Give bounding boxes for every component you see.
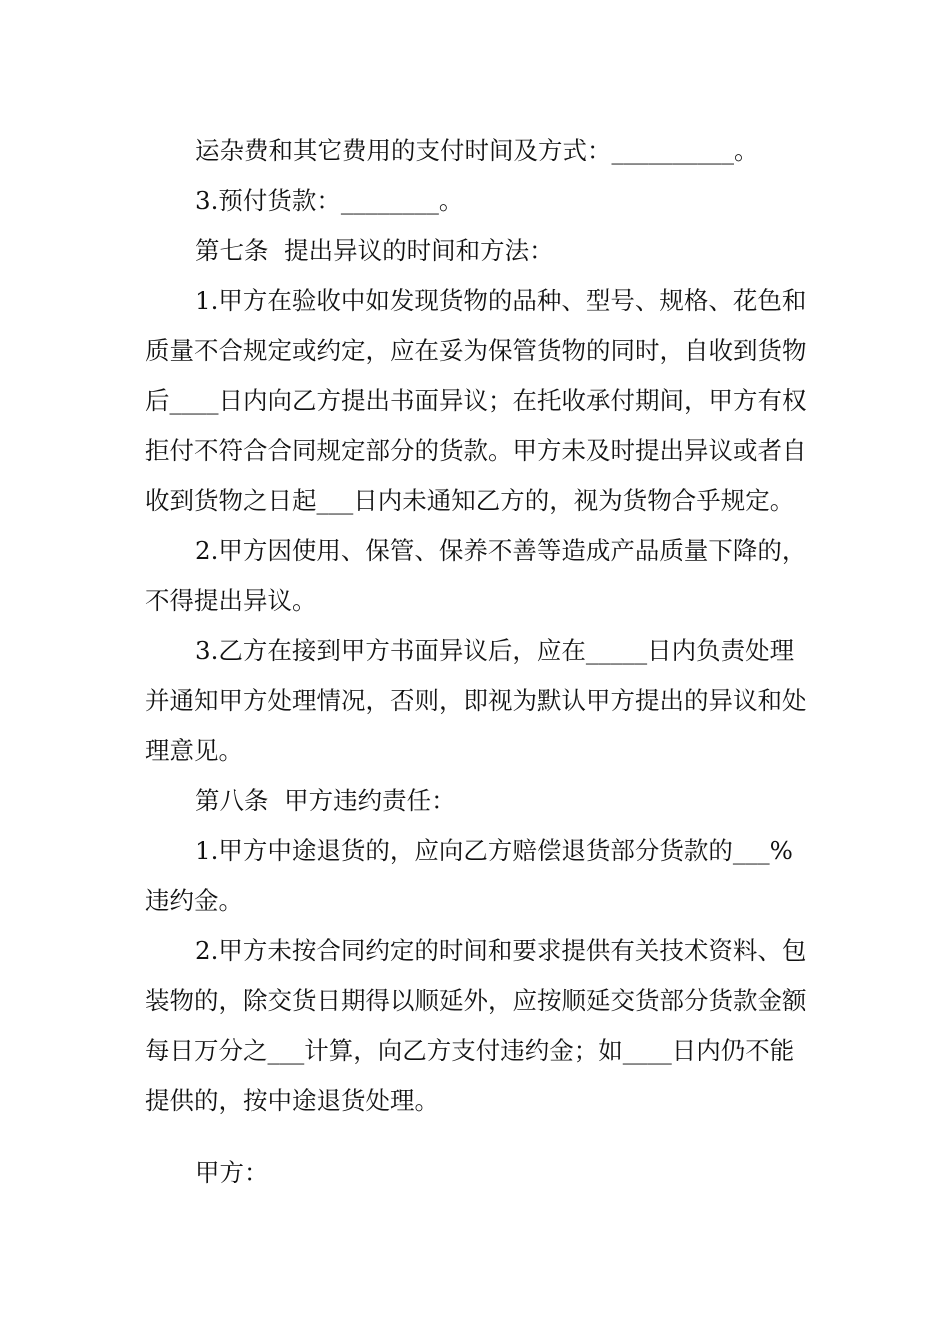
paragraph-objection-3: 3.乙方在接到甲方书面异议后，应在_____日内负责处理并通知甲方处理情况，否则，即视为默认甲方提出的异议和处理意见。 <box>145 636 807 765</box>
heading-article-8: 第八条 甲方违约责任： <box>195 786 456 815</box>
document-body <box>145 126 811 1198</box>
paragraph-objection-2: 2.甲方因使用、保管、保养不善等造成产品质量下降的，不得提出异议。 <box>145 536 807 615</box>
paragraph-liability-1: 1.甲方中途退货的，应向乙方赔偿退货部分货款的___%违约金。 <box>145 836 793 915</box>
paragraph-liability-2: 2.甲方未按合同约定的时间和要求提供有关技术资料、包装物的，除交货日期得以顺延外，应按顺延交货部分货款金额每日万分之___计算，向乙方支付违约金；如____日内仍不能提供的，按中途退货处理。 <box>145 936 807 1115</box>
paragraph-objection-1: 1.甲方在验收中如发现货物的品种、型号、规格、花色和质量不合规定或约定，应在妥为保管货物的同时，自收到货物后____日内向乙方提出书面异议；在托收承付期间，甲方有权拒付不符合合同规定部分的货款。甲方未及时提出异议或者自收到货物之日起___日内未通知乙方的，视为货物合乎规定。 <box>145 286 807 515</box>
paragraph-prepayment: 3.预付货款：________。 <box>195 186 464 215</box>
heading-article-7: 第七条 提出异议的时间和方法： <box>195 236 554 265</box>
paragraph-freight-payment: 运杂费和其它费用的支付时间及方式：__________。 <box>195 136 759 165</box>
party-a-signature-label: 甲方： <box>195 1158 269 1187</box>
